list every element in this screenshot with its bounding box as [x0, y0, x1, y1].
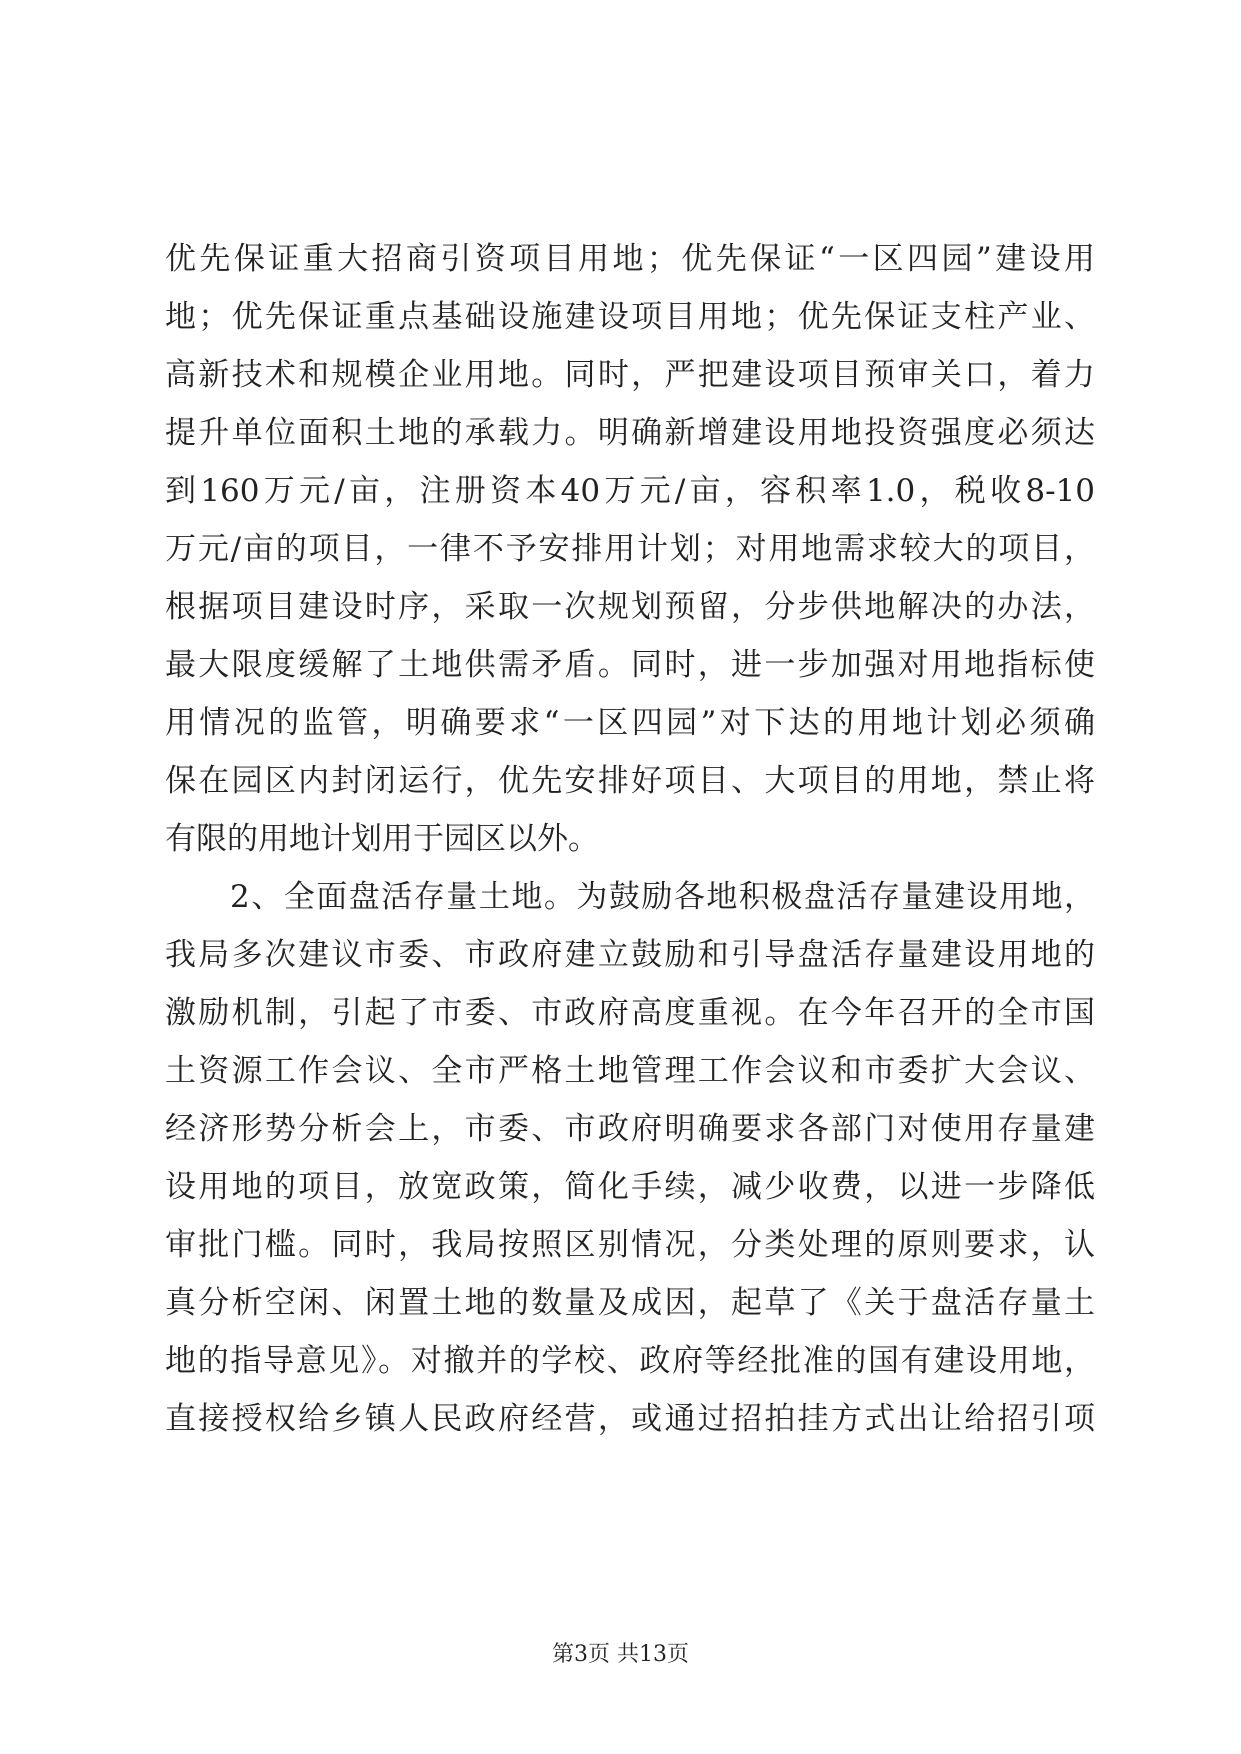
text-line: 真分析空闲、闲置土地的数量及成因，起草了《关于盘活存量土: [165, 1285, 1095, 1321]
text-line: 根据项目建设时序，采取一次规划预留，分步供地解决的办法，: [165, 589, 1095, 625]
text-line: 地；优先保证重点基础设施建设项目用地；优先保证支柱产业、: [165, 299, 1095, 335]
text-line: 土资源工作会议、全市严格土地管理工作会议和市委扩大会议、: [165, 1053, 1095, 1089]
text-line: 经济形势分析会上，市委、市政府明确要求各部门对使用存量建: [165, 1111, 1095, 1147]
text-line: 用情况的监管，明确要求“一区四园”对下达的用地计划必须确: [165, 705, 1095, 741]
text-line: 直接授权给乡镇人民政府经营，或通过招拍挂方式出让给招引项: [165, 1401, 1095, 1437]
text-line: 最大限度缓解了土地供需矛盾。同时，进一步加强对用地指标使: [165, 647, 1095, 683]
text-line: 我局多次建议市委、市政府建立鼓励和引导盘活存量建设用地的: [165, 937, 1095, 973]
text-line: 有限的用地计划用于园区以外。: [165, 821, 599, 857]
text-line: 提升单位面积土地的承载力。明确新增建设用地投资强度必须达: [165, 415, 1095, 451]
text-line: 设用地的项目，放宽政策，简化手续，减少收费，以进一步降低: [165, 1169, 1095, 1205]
text-line: 审批门槛。同时，我局按照区别情况，分类处理的原则要求，认: [165, 1227, 1095, 1263]
body-text: [165, 230, 1095, 1448]
text-line: 地的指导意见》。对撤并的学校、政府等经批准的国有建设用地，: [165, 1343, 1095, 1379]
text-line: 万元/亩的项目，一律不予安排用计划；对用地需求较大的项目，: [165, 531, 1095, 567]
text-line: 保在园区内封闭运行，优先安排好项目、大项目的用地，禁止将: [165, 763, 1095, 799]
text-line: 高新技术和规模企业用地。同时，严把建设项目预审关口，着力: [165, 357, 1095, 393]
text-line: 2、全面盘活存量土地。为鼓励各地积极盘活存量建设用地，: [165, 879, 1095, 915]
page-number-footer: 第3页 共13页: [552, 1642, 689, 1667]
text-line: 优先保证重大招商引资项目用地；优先保证“一区四园”建设用: [165, 241, 1095, 277]
text-line: 到160万元/亩，注册资本40万元/亩，容积率1.0，税收8-10: [165, 473, 1095, 509]
text-line: 激励机制，引起了市委、市政府高度重视。在今年召开的全市国: [165, 995, 1095, 1031]
